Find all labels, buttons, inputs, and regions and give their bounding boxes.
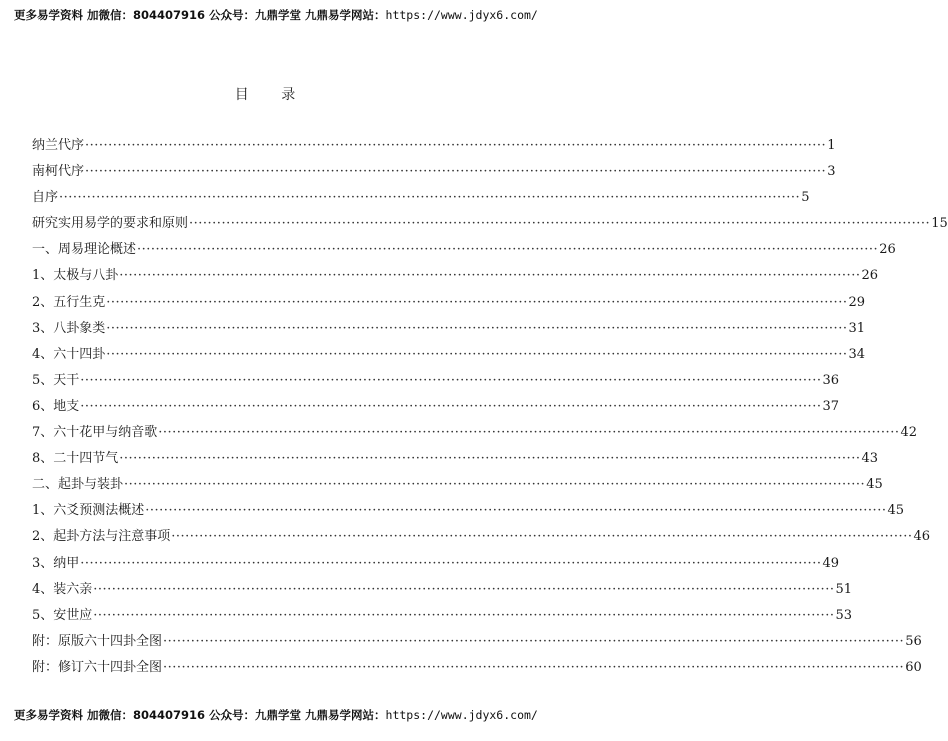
- toc-entry-page: 15: [931, 216, 948, 232]
- toc-entry-label: 研究实用易学的要求和原则: [32, 216, 189, 232]
- toc-entry-page: 31: [848, 320, 865, 336]
- banner-text: 更多易学资料 加微信：804407916 公众号：九鼎学堂 九鼎易学网站：: [14, 708, 386, 722]
- toc-entry-page: 46: [913, 529, 930, 545]
- toc-entry-label: 1、太极与八卦: [32, 268, 119, 284]
- toc-entry-label: 二、起卦与装卦: [32, 477, 124, 493]
- toc-entry-page: 37: [822, 398, 839, 414]
- toc-entry-label: 一、周易理论概述: [32, 242, 137, 258]
- toc-entry[interactable]: [32, 212, 948, 238]
- toc-entry-page: 60: [905, 659, 922, 675]
- toc-entry-label: 自序: [32, 190, 59, 206]
- toc-entry-page: 29: [848, 294, 865, 310]
- toc-entry[interactable]: [32, 186, 810, 212]
- toc-entry-label: 纳兰代序: [32, 138, 85, 153]
- toc-entry-label: 附：修订六十四卦全图: [32, 659, 163, 675]
- toc-entry[interactable]: [32, 421, 917, 447]
- dot-leader: ································································································································································: [163, 659, 905, 675]
- dot-leader: ································································································································································: [124, 477, 866, 493]
- toc-entry-page: 34: [848, 346, 865, 362]
- banner-text: 更多易学资料 加微信：804407916 公众号：九鼎学堂 九鼎易学网站：: [14, 8, 386, 22]
- top-banner: [14, 7, 538, 23]
- toc-entry-label: 8、二十四节气: [32, 451, 119, 467]
- dot-leader: ································································································································································: [80, 555, 822, 571]
- toc-entry[interactable]: [32, 525, 930, 551]
- toc-entry-page: 5: [801, 190, 810, 206]
- dot-leader: ································································································································································: [145, 503, 887, 519]
- toc-entry-page: 45: [866, 477, 883, 493]
- toc-entry-page: 1: [827, 138, 836, 153]
- dot-leader: ································································································································································: [119, 268, 861, 284]
- toc-entry-page: 42: [900, 425, 917, 441]
- toc-entry-label: 3、纳甲: [32, 555, 80, 571]
- toc-entry[interactable]: [32, 291, 865, 317]
- dot-leader: ································································································································································: [158, 425, 900, 441]
- toc-entry-page: 26: [861, 268, 878, 284]
- toc-entry-page: 49: [822, 555, 839, 571]
- toc-entry-page: 3: [827, 164, 836, 180]
- dot-leader: ································································································································································: [59, 190, 801, 206]
- toc-entry[interactable]: [32, 499, 904, 525]
- toc-entry-label: 2、起卦方法与注意事项: [32, 529, 171, 545]
- bottom-banner: [14, 707, 538, 723]
- toc-entry-label: 1、六爻预测法概述: [32, 503, 145, 519]
- toc-entry[interactable]: [32, 343, 865, 369]
- toc-entry-label: 2、五行生克: [32, 294, 106, 310]
- toc-entry[interactable]: [32, 473, 883, 499]
- dot-leader: ································································································································································: [137, 242, 879, 258]
- dot-leader: ································································································································································: [106, 320, 848, 336]
- toc-entry[interactable]: [32, 134, 836, 160]
- dot-leader: ································································································································································: [189, 216, 931, 232]
- toc-entry[interactable]: [32, 630, 922, 656]
- toc-entry-label: 附：原版六十四卦全图: [32, 633, 163, 649]
- table-of-contents: [32, 134, 948, 682]
- dot-leader: ································································································································································: [171, 529, 913, 545]
- dot-leader: ································································································································································: [80, 398, 822, 414]
- toc-entry-page: 53: [835, 607, 852, 623]
- page-title: 目 录: [234, 87, 310, 103]
- dot-leader: ································································································································································: [93, 581, 835, 597]
- toc-entry[interactable]: [32, 552, 839, 578]
- toc-entry[interactable]: [32, 317, 865, 343]
- toc-entry-label: 4、六十四卦: [32, 346, 106, 362]
- toc-entry[interactable]: [32, 264, 878, 290]
- toc-entry[interactable]: [32, 369, 839, 395]
- toc-entry-label: 5、安世应: [32, 607, 93, 623]
- toc-entry[interactable]: [32, 656, 922, 682]
- toc-entry-page: 56: [905, 633, 922, 649]
- toc-entry-page: 43: [861, 451, 878, 467]
- dot-leader: ································································································································································: [106, 294, 848, 310]
- dot-leader: ································································································································································: [93, 607, 835, 623]
- toc-entry[interactable]: [32, 238, 896, 264]
- dot-leader: ································································································································································: [85, 164, 827, 180]
- toc-entry-label: 6、地支: [32, 398, 80, 414]
- dot-leader: ································································································································································: [80, 372, 822, 388]
- toc-entry[interactable]: [32, 447, 878, 473]
- toc-entry-page: 45: [887, 503, 904, 519]
- toc-entry-page: 26: [879, 242, 896, 258]
- dot-leader: ································································································································································: [119, 451, 861, 467]
- toc-entry-label: 5、天干: [32, 372, 80, 388]
- banner-url[interactable]: https://www.jdyx6.com/: [385, 708, 538, 722]
- toc-entry-page: 51: [835, 581, 852, 597]
- toc-entry[interactable]: [32, 395, 839, 421]
- dot-leader: ································································································································································: [106, 346, 848, 362]
- dot-leader: ································································································································································: [163, 633, 905, 649]
- toc-entry[interactable]: [32, 578, 852, 604]
- toc-entry[interactable]: [32, 160, 836, 186]
- toc-entry-label: 3、八卦象类: [32, 320, 106, 336]
- toc-entry-page: 36: [822, 372, 839, 388]
- toc-entry-label: 4、装六亲: [32, 581, 93, 597]
- toc-entry-label: 7、六十花甲与纳音歌: [32, 425, 158, 441]
- toc-entry[interactable]: [32, 604, 852, 630]
- toc-entry-label: 南柯代序: [32, 164, 85, 180]
- banner-url[interactable]: https://www.jdyx6.com/: [385, 8, 538, 22]
- dot-leader: ································································································································································: [85, 138, 827, 153]
